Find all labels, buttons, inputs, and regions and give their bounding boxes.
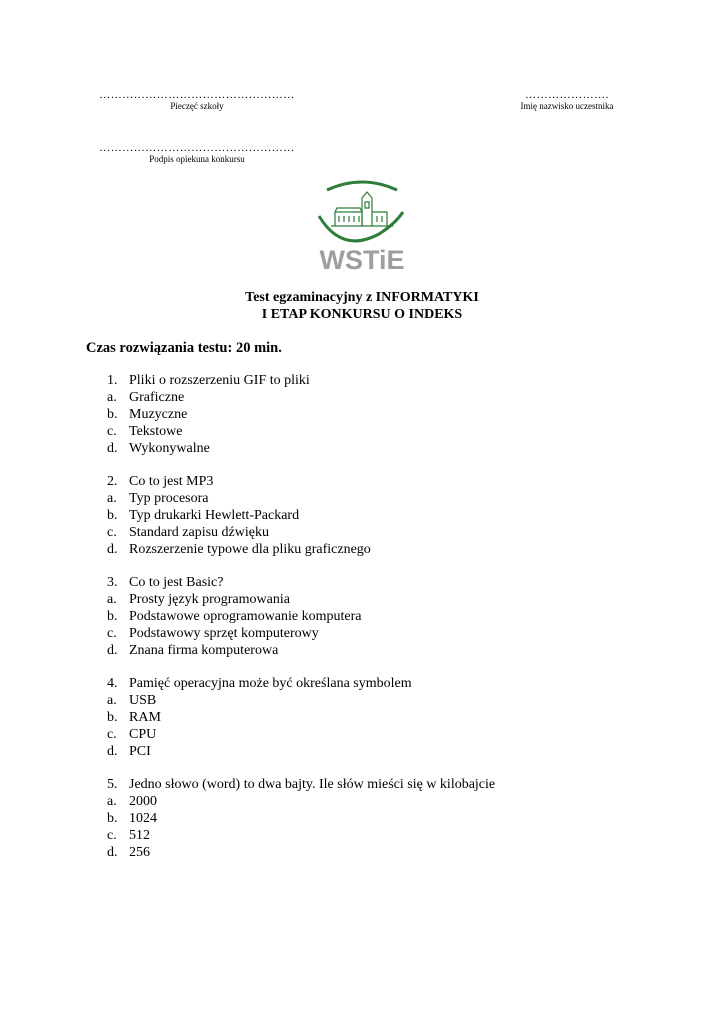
answer-option-text: Tekstowe <box>129 424 183 439</box>
answer-option <box>86 541 686 558</box>
answer-option-marker: d. <box>107 542 118 557</box>
answer-option-marker: b. <box>107 710 118 725</box>
answer-option-marker: c. <box>107 424 117 439</box>
school-stamp-label: Pieczęć szkoły <box>170 101 224 111</box>
answer-option-marker: b. <box>107 407 118 422</box>
answer-option-text: Graficzne <box>129 390 185 405</box>
answer-option-marker: b. <box>107 508 118 523</box>
answer-option <box>86 827 686 844</box>
time-limit: Czas rozwiązania testu: 20 min. <box>86 340 282 356</box>
answer-option <box>86 726 686 743</box>
answer-option <box>86 406 686 423</box>
question-text <box>86 675 686 692</box>
answer-option-marker: c. <box>107 828 117 843</box>
question-text-marker: 2. <box>107 474 118 489</box>
answer-option-text: Typ drukarki Hewlett-Packard <box>129 508 300 523</box>
answer-option-text: Muzyczne <box>129 407 188 422</box>
answer-option-marker: a. <box>107 693 117 708</box>
answer-option-text: USB <box>129 693 157 708</box>
question-text-marker: 5. <box>107 777 118 792</box>
answer-option-marker: a. <box>107 592 117 607</box>
question-text-marker: 1. <box>107 373 118 388</box>
guardian-signature-dots: …………………………………………… <box>99 142 295 154</box>
answer-option-marker: d. <box>107 441 118 456</box>
answer-option-text: 2000 <box>129 794 157 809</box>
school-stamp-field <box>86 89 308 112</box>
answer-option <box>86 507 686 524</box>
answer-option-text: Podstawowy sprzęt komputerowy <box>129 626 319 641</box>
question-text <box>86 574 686 591</box>
wstie-logo <box>307 176 417 276</box>
question-text-marker: 3. <box>107 575 118 590</box>
question-text-marker: 4. <box>107 676 118 691</box>
answer-option-text: Prosty język programowania <box>129 592 290 607</box>
participant-name-field <box>498 89 636 112</box>
question-text-text: Pamięć operacyjna może być określana symbolem <box>129 676 412 691</box>
answer-option-marker: d. <box>107 643 118 658</box>
question-text <box>86 776 686 793</box>
answer-option-text: Wykonywalne <box>129 441 210 456</box>
answer-option-text: Typ procesora <box>129 491 209 506</box>
answer-option <box>86 743 686 760</box>
question-block <box>86 473 686 558</box>
answer-option <box>86 490 686 507</box>
answer-option-text: RAM <box>129 710 161 725</box>
answer-option-marker: b. <box>107 609 118 624</box>
answer-option-text: 1024 <box>129 811 157 826</box>
answer-option-text: Rozszerzenie typowe dla pliku graficznego <box>129 542 371 557</box>
answer-option-text: 512 <box>129 828 150 843</box>
school-stamp-dots: …………………………………………… <box>99 89 295 101</box>
guardian-signature-field <box>86 142 308 165</box>
logo-wordmark: WSTiE <box>319 245 405 275</box>
question-text-text: Co to jest Basic? <box>129 575 224 590</box>
answer-option-marker: a. <box>107 491 117 506</box>
test-title: Test egzaminacyjny z INFORMATYKI <box>245 290 479 305</box>
answer-option <box>86 591 686 608</box>
question-text <box>86 473 686 490</box>
answer-option <box>86 810 686 827</box>
question-block <box>86 675 686 760</box>
answer-option-text: 256 <box>129 845 150 860</box>
answer-option <box>86 524 686 541</box>
answer-option-text: Podstawowe oprogramowanie komputera <box>129 609 362 624</box>
question-text-text: Co to jest MP3 <box>129 474 214 489</box>
answer-option-marker: c. <box>107 727 117 742</box>
answer-option-marker: b. <box>107 811 118 826</box>
participant-name-dots: …………………. <box>525 89 609 101</box>
answer-option <box>86 625 686 642</box>
answer-option <box>86 440 686 457</box>
guardian-signature-label: Podpis opiekuna konkursu <box>149 154 245 164</box>
answer-option <box>86 642 686 659</box>
answer-option-marker: d. <box>107 744 118 759</box>
answer-option-marker: a. <box>107 390 117 405</box>
answer-option <box>86 608 686 625</box>
answer-option-marker: a. <box>107 794 117 809</box>
answer-option-marker: c. <box>107 525 117 540</box>
answer-option <box>86 423 686 440</box>
participant-name-label: Imię nazwisko uczestnika <box>520 101 614 111</box>
question-block <box>86 776 686 861</box>
question-text-text: Jedno słowo (word) to dwa bajty. Ile słów mieści się w kilobajcie <box>129 777 496 792</box>
answer-option <box>86 709 686 726</box>
answer-option-text: Standard zapisu dźwięku <box>129 525 269 540</box>
answer-option <box>86 692 686 709</box>
test-subtitle: I ETAP KONKURSU O INDEKS <box>261 307 463 322</box>
answer-option-marker: c. <box>107 626 117 641</box>
answer-option <box>86 844 686 861</box>
answer-option-text: CPU <box>129 727 157 742</box>
question-block <box>86 372 686 457</box>
question-block <box>86 574 686 659</box>
question-list <box>86 372 686 877</box>
question-text-text: Pliki o rozszerzeniu GIF to pliki <box>129 373 310 388</box>
question-text <box>86 372 686 389</box>
answer-option-text: PCI <box>129 744 151 759</box>
answer-option <box>86 389 686 406</box>
answer-option-marker: d. <box>107 845 118 860</box>
answer-option-text: Znana firma komputerowa <box>129 643 279 658</box>
answer-option <box>86 793 686 810</box>
